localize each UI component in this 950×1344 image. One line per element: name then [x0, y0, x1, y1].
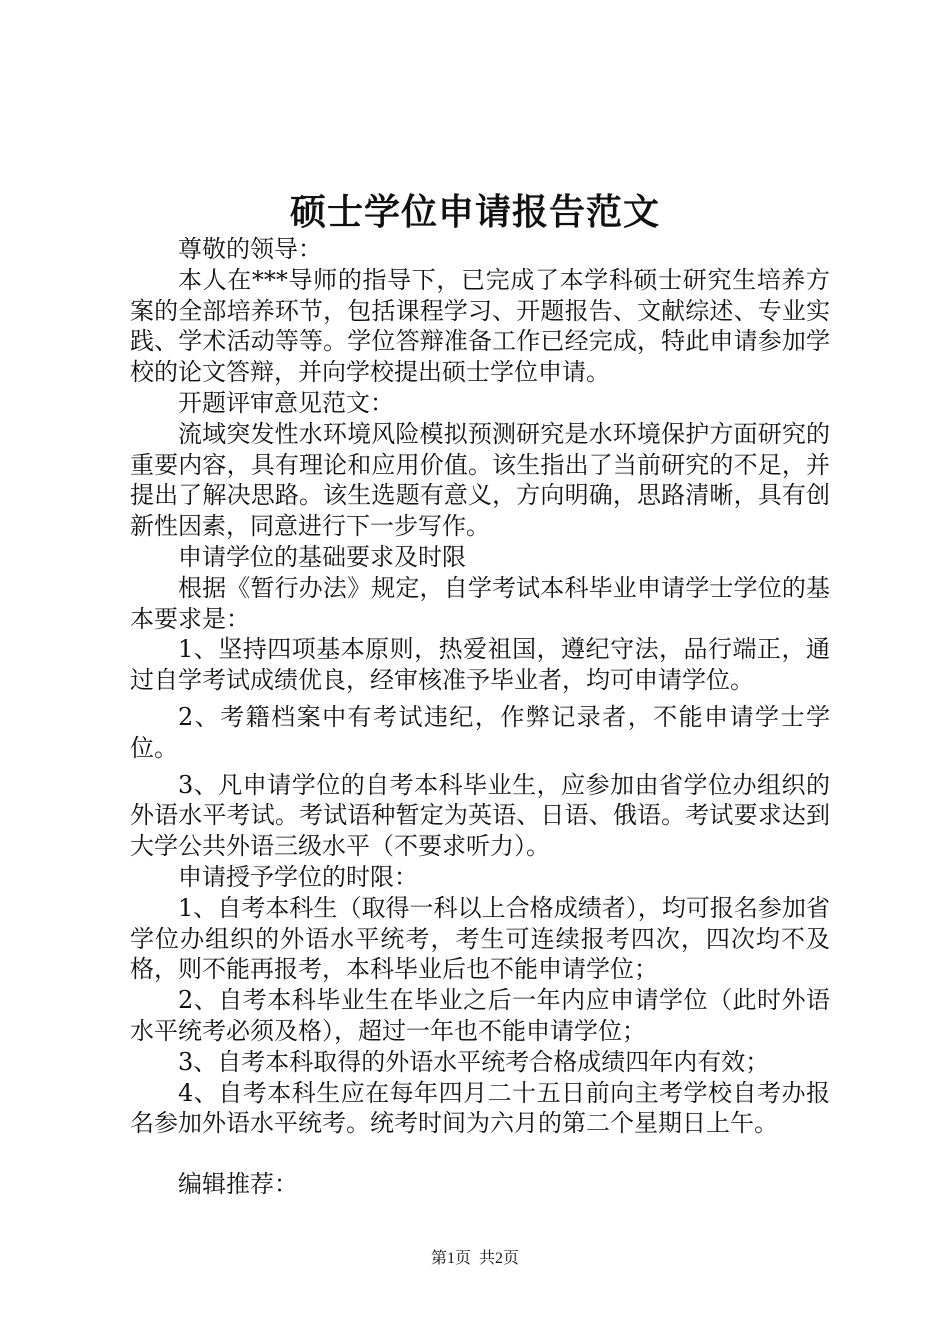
paragraph-application: 本人在***导师的指导下，已完成了本学科硕士研究生培养方案的全部培养环节，包括课程学习、开题报告、文献综述、专业实践、学术活动等等。学位答辩准备工作已经完成，特此申请参加学校的论文答辩，并向学校提出硕士学位申请。: [130, 265, 830, 387]
page-footer: [0, 1245, 950, 1268]
paragraph-heading-time-limit: 申请授予学位的时限：: [178, 862, 418, 891]
document-body: [130, 234, 830, 1200]
page-number-total: 共2页: [479, 1250, 520, 1267]
paragraph-time-limit-2: 2、自考本科毕业生在毕业之后一年内应申请学位（此时外语水平统考必须及格），超过一年也不能申请学位；: [130, 986, 830, 1045]
paragraph-requirements-intro: 根据《暂行办法》规定，自学考试本科毕业申请学士学位的基本要求是：: [130, 573, 830, 633]
paragraph-heading-requirements: 申请学位的基础要求及时限: [178, 542, 466, 571]
page-number-current: 第1页: [430, 1250, 471, 1267]
paragraph-heading-review: 开题评审意见范文：: [178, 388, 394, 417]
paragraph-requirement-3: 3、凡申请学位的自考本科毕业生，应参加由省学位办组织的外语水平考试。考试语种暂定为英语、日语、俄语。考试要求达到大学公共外语三级水平（不要求听力）。: [130, 770, 830, 861]
paragraph-time-limit-4: 4、自考本科生应在每年四月二十五日前向主考学校自考办报名参加外语水平统考。统考时间为六月的第二个星期日上午。: [130, 1078, 830, 1138]
paragraph-time-limit-3: 3、自考本科取得的外语水平统考合格成绩四年内有效；: [178, 1047, 770, 1076]
paragraph-editor-recommend: 编辑推荐：: [178, 1170, 298, 1199]
paragraph-requirement-1: 1、坚持四项基本原则，热爱祖国，遵纪守法，品行端正，通过自学考试成绩优良，经审核准予毕业者，均可申请学位。: [130, 635, 830, 695]
paragraph-review-text: 流域突发性水环境风险模拟预测研究是水环境保护方面研究的重要内容，具有理论和应用价值。该生指出了当前研究的不足，并提出了解决思路。该生选题有意义，方向明确，思路清晰，具有创新性因素，同意进行下一步写作。: [130, 419, 830, 541]
document-title: 硕士学位申请报告范文: [289, 191, 660, 233]
paragraph-time-limit-1: 1、自考本科生（取得一科以上合格成绩者），均可报名参加省学位办组织的外语水平统考，考生可连续报考四次，四次均不及格，则不能再报考，本科毕业后也不能申请学位；: [130, 893, 830, 984]
paragraph-salutation: 尊敬的领导：: [178, 235, 322, 263]
paragraph-requirement-2: 2、考籍档案中有考试违纪，作弊记录者，不能申请学士学位。: [130, 702, 830, 762]
